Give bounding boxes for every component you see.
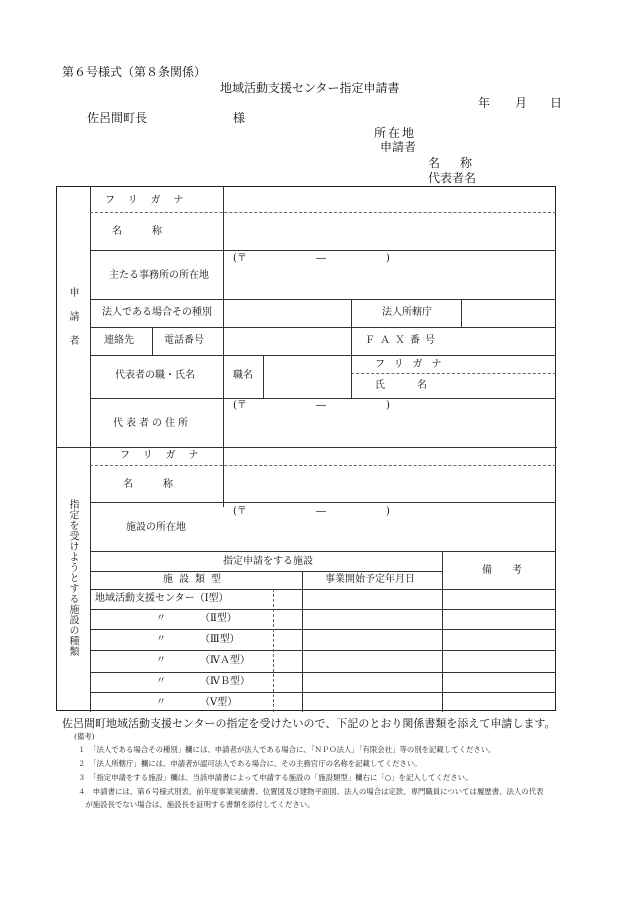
contact-label: 連絡先 <box>104 335 134 346</box>
furigana-label: フリガナ <box>105 195 197 206</box>
date-day-label: 日 <box>550 96 563 110</box>
facility-postal-close: ) <box>386 506 390 517</box>
phone-label: 電話番号 <box>164 335 204 346</box>
facility-type-row-1: 地域活動支援センター（Ⅰ型） <box>95 593 229 604</box>
ditto-mark-6: 〃 <box>156 697 166 708</box>
facility-name-label: 名 称 <box>123 479 173 490</box>
job-title-label: 職名 <box>233 370 253 381</box>
ditto-mark-3: 〃 <box>156 634 166 645</box>
facility-type-row-5: （ⅣＢ型） <box>200 676 250 687</box>
fax-label: ＦＡＸ番号 <box>365 335 440 346</box>
rep-postal-close: ) <box>386 400 390 411</box>
applicant-section-label: 申請者 <box>67 287 78 359</box>
name-label: 名 称 <box>428 156 477 170</box>
honorific: 様 <box>233 111 246 125</box>
apply-facility-header: 指定申請をする施設 <box>223 556 313 567</box>
office-postal-mark: (〒 <box>233 253 247 264</box>
note-4: ４ 申請書には、第６号様式別表、前年度事業実績書、位置図及び建物平面図、法人の場合は定款、専門職員については履歴書、法人の代表 <box>78 787 544 796</box>
office-postal-dash: ― <box>316 253 326 264</box>
start-date-header: 事業開始予定年月日 <box>325 574 415 585</box>
ditto-mark-2: 〃 <box>156 613 166 624</box>
facility-type-row-2: （Ⅱ型） <box>200 613 237 624</box>
representative-name-label: 氏 名 <box>375 380 431 391</box>
form-number: 第６号様式（第８条関係） <box>62 65 207 79</box>
office-address-label: 主たる事務所の所在地 <box>109 270 209 281</box>
application-form <box>56 186 556 711</box>
facility-postal-mark: (〒 <box>233 506 247 517</box>
representative-label: 代表者名 <box>428 171 477 185</box>
representative-address-label: 代表者の住所 <box>113 418 191 429</box>
note-1: １ 「法人である場合その種別」欄には、申請者が法人である場合に、「ＮＰＯ法人」「有限会社」等の別を記載してください。 <box>78 745 496 754</box>
facility-type-row-3: （Ⅲ型） <box>200 634 240 645</box>
note-3: ３ 「指定申請をする施設」欄は、当該申請書によって申請する施設の「施設類型」欄右に「○」を記入してください。 <box>78 773 473 782</box>
corporation-authority-label: 法人所轄庁 <box>382 307 432 318</box>
document-title: 地域活動支援センター指定申請書 <box>220 81 400 95</box>
facility-address-label: 施設の所在地 <box>126 522 186 533</box>
representative-title-name-label: 代表者の職・氏名 <box>115 370 195 381</box>
facility-furigana-label: フリガナ <box>120 450 212 461</box>
representative-furigana-label: フリガナ <box>375 359 451 370</box>
application-statement: 佐呂間町地域活動支援センターの指定を受けたいので、下記のとおり関係書類を添えて申請します。 <box>62 717 556 730</box>
applicant-name-label: 名 称 <box>112 226 162 237</box>
facility-postal-dash: ― <box>316 506 326 517</box>
rep-postal-dash: ― <box>316 400 326 411</box>
facility-type-row-4: （ⅣＡ型） <box>200 655 250 666</box>
facility-section-label: 指定を受けようとする施設の種類 <box>67 499 78 657</box>
rep-postal-mark: (〒 <box>233 400 247 411</box>
date-year-label: 年 <box>478 96 491 110</box>
notes-title: (備考) <box>74 732 95 741</box>
ditto-mark-5: 〃 <box>156 676 166 687</box>
office-postal-close: ) <box>386 253 390 264</box>
date-month-label: 月 <box>515 96 528 110</box>
address-label: 所在地 <box>374 126 417 140</box>
corporation-type-label: 法人である場合その種別 <box>102 307 212 318</box>
remarks-header: 備 考 <box>482 565 522 576</box>
applicant-label: 申請者 <box>380 140 417 154</box>
note-2: ２ 「法人所轄庁」欄には、申請者が認可法人である場合に、その主務官庁の名称を記載してください。 <box>78 759 422 768</box>
addressee: 佐呂間町長 <box>87 111 148 125</box>
facility-type-header: 施設類型 <box>163 574 227 585</box>
ditto-mark-4: 〃 <box>156 655 166 666</box>
facility-type-row-6: （Ⅴ型） <box>200 697 238 708</box>
note-4-continued: が施設長でない場合は、施設長を証明する書類を添付してください。 <box>78 800 315 809</box>
